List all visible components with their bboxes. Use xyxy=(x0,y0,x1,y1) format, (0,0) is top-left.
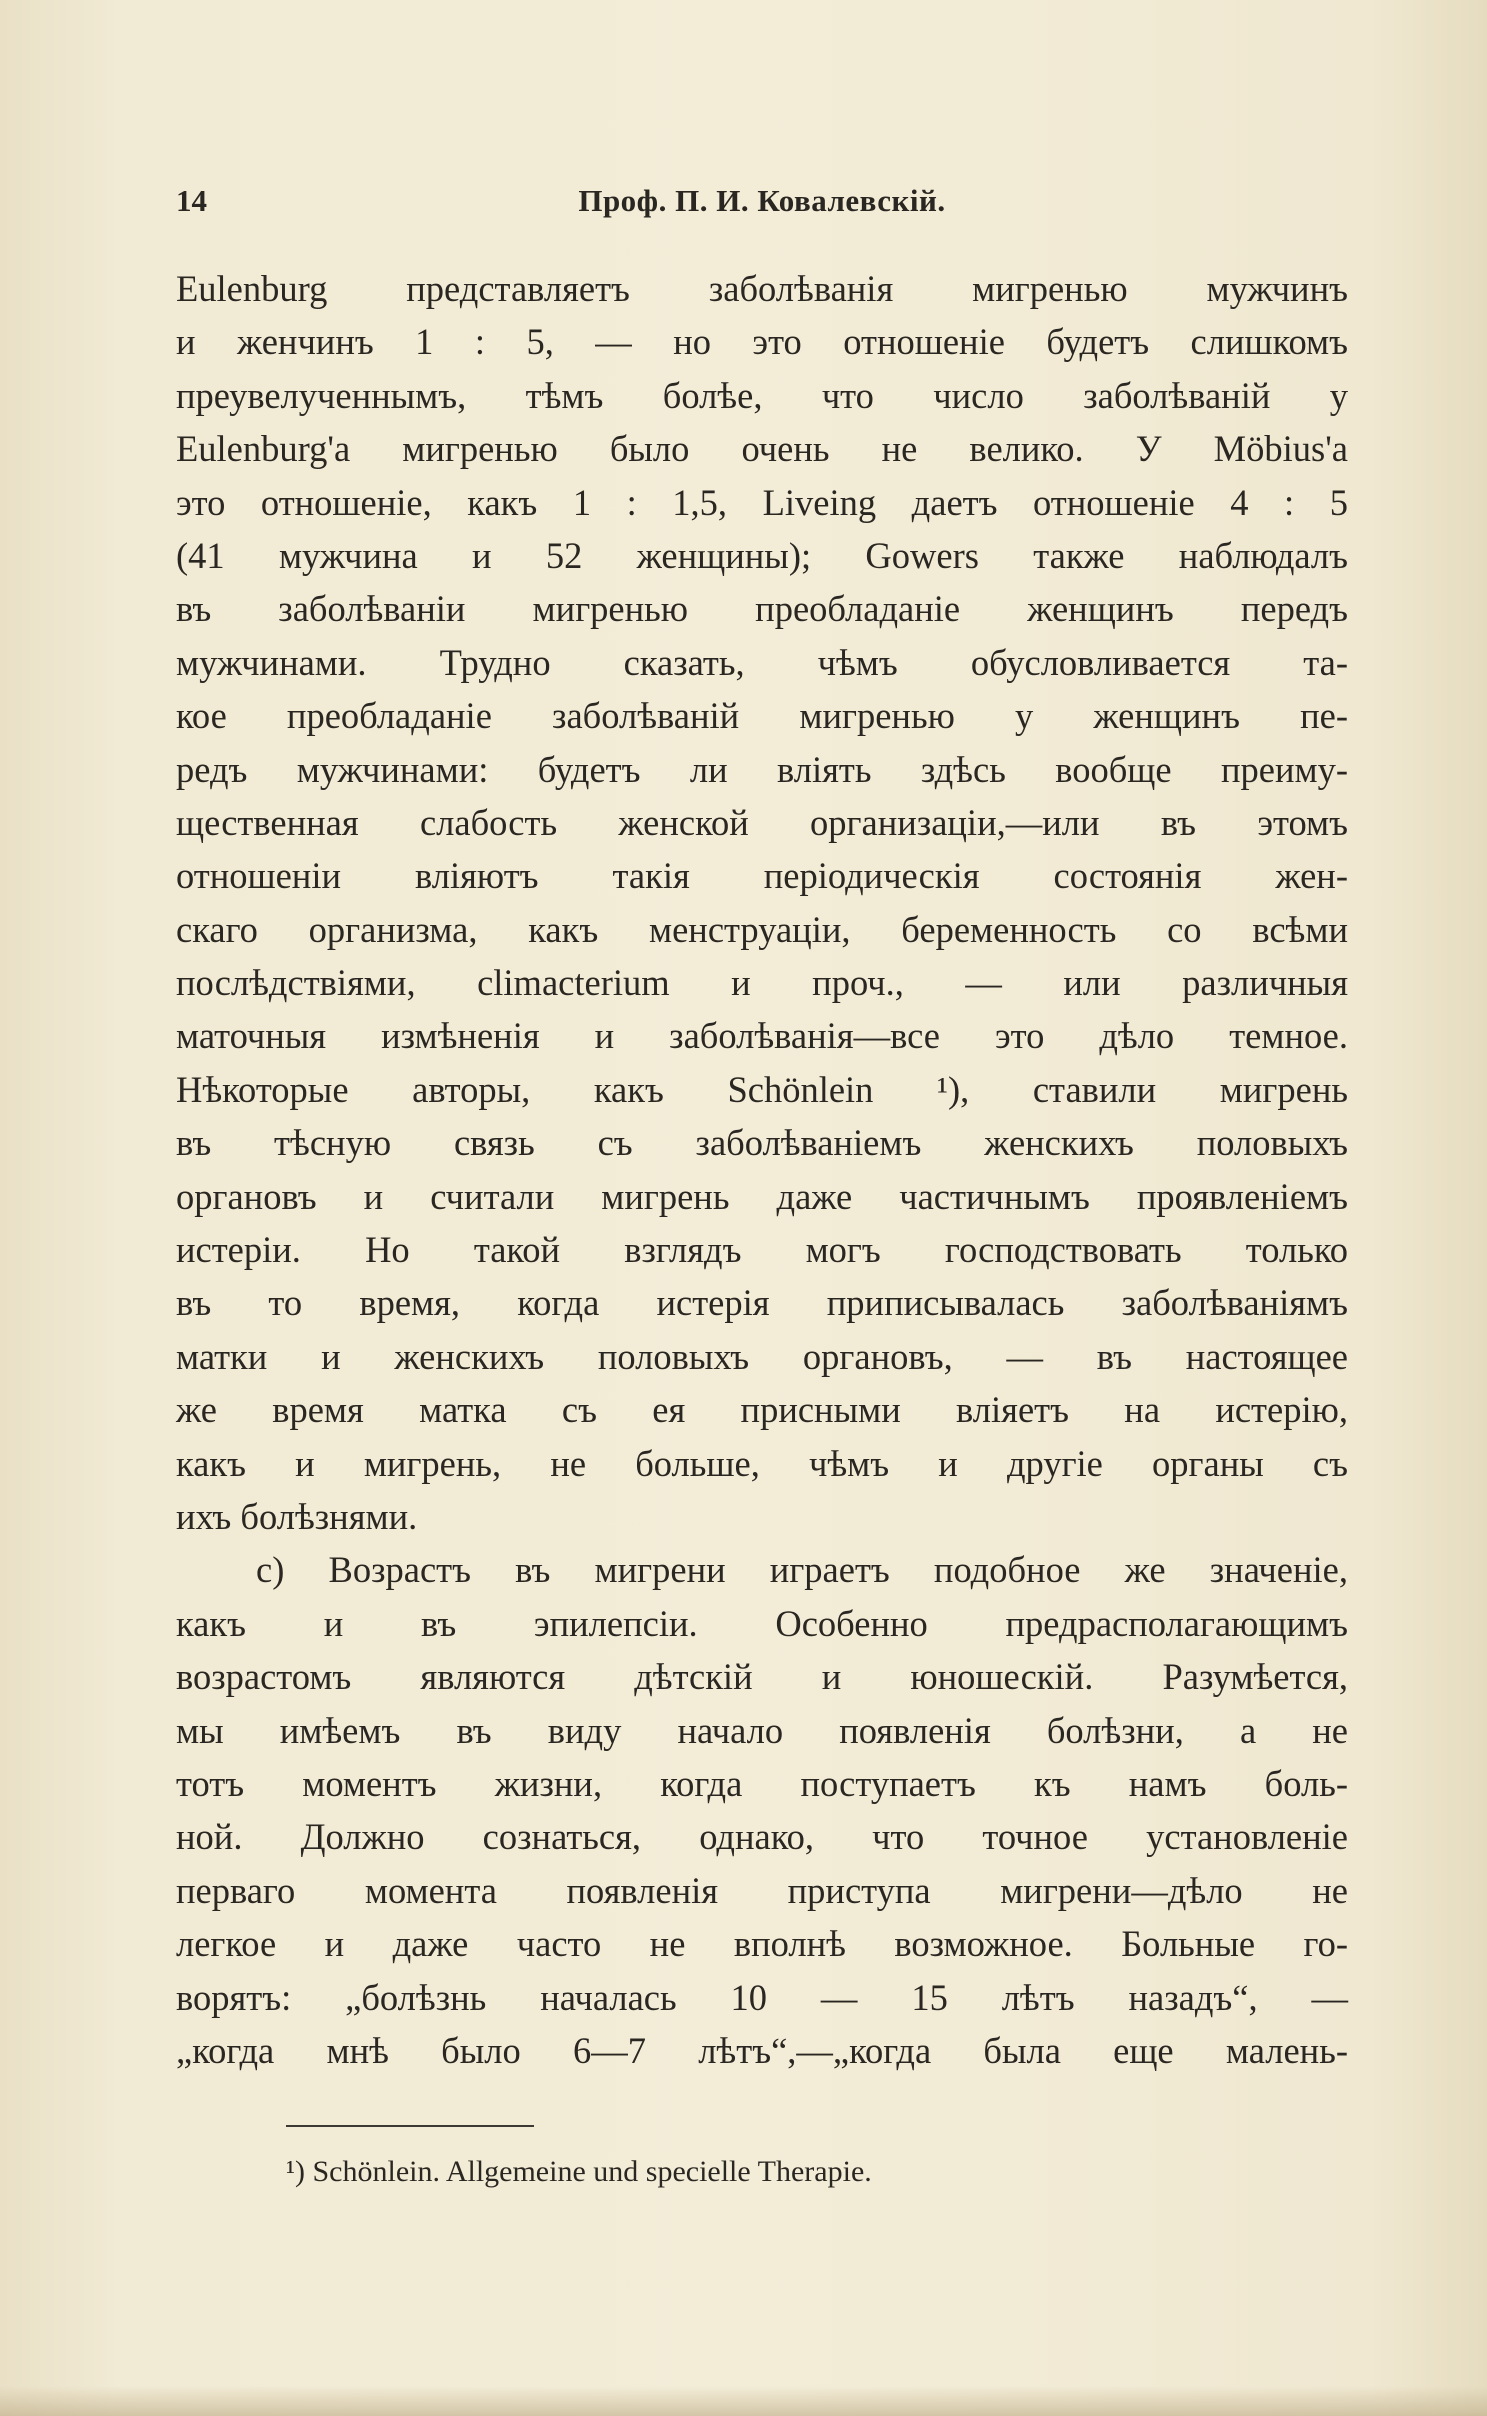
paragraph-start-line: c) Возрастъ въ мигрени играетъ подобное же значеніе, xyxy=(256,1549,1348,1591)
text-line: въ то время, когда истерія приписывалась заболѣваніямъ xyxy=(176,1282,1348,1324)
text-line: матки и женскихъ половыхъ органовъ, — въ настоящее xyxy=(176,1335,1348,1377)
text-line: возрастомъ являются дѣтскій и юношескій. Разумѣется, xyxy=(176,1656,1348,1698)
text-line: легкое и даже часто не вполнѣ возможное. Больные го- xyxy=(176,1923,1348,1965)
text-line: мы имѣемъ въ виду начало появленія болѣзни, а не xyxy=(176,1709,1348,1751)
page-header xyxy=(176,183,1348,233)
text-line: тотъ моментъ жизни, когда поступаетъ къ намъ боль- xyxy=(176,1762,1348,1804)
text-line: органовъ и считали мигрень даже частичнымъ проявленіемъ xyxy=(176,1175,1348,1217)
running-head: Проф. П. И. Ковалевскій. xyxy=(578,183,946,218)
text-line: перваго момента появленія приступа мигрени—дѣло не xyxy=(176,1869,1348,1911)
text-line: истеріи. Но такой взглядъ могъ господствовать только xyxy=(176,1229,1348,1271)
text-line: скаго организма, какъ менструаціи, беременность со всѣми xyxy=(176,908,1348,950)
text-line: мужчинами. Трудно сказать, чѣмъ обусловливается та- xyxy=(176,641,1348,683)
text-line: въ заболѣваніи мигренью преобладаніе женщинъ передъ xyxy=(176,588,1348,630)
text-line: послѣдствіями, climacterium и проч., — или различныя xyxy=(176,962,1348,1004)
text-line: редъ мужчинами: будетъ ли вліять здѣсь вообще преиму- xyxy=(176,748,1348,790)
text-line: маточныя измѣненія и заболѣванія—все это дѣло темное. xyxy=(176,1015,1348,1057)
text-line: Eulenburg'a мигренью было очень не велико. У Möbius'a xyxy=(176,428,1348,470)
paragraph-end-line: ихъ болѣзнями. xyxy=(176,1495,418,1537)
text-line: преувелученнымъ, тѣмъ болѣе, что число заболѣваній у xyxy=(176,374,1348,416)
text-line: ной. Должно сознаться, однако, что точное установленіе xyxy=(176,1816,1348,1858)
text-line: (41 мужчина и 52 женщины); Gowers также наблюдалъ xyxy=(176,534,1348,576)
text-line: Eulenburg представляетъ заболѣванія мигренью мужчинъ xyxy=(176,268,1348,309)
text-line: какъ и въ эпилепсіи. Особенно предрасполагающимъ xyxy=(176,1602,1348,1644)
text-line: Нѣкоторые авторы, какъ Schönlein ¹), ставили мигрень xyxy=(176,1068,1348,1110)
page-number: 14 xyxy=(176,183,207,218)
text-line: ворятъ: „болѣзнь началась 10 — 15 лѣтъ назадъ“, — xyxy=(176,1976,1348,2018)
page-edge-shadow xyxy=(0,2386,1487,2416)
text-line: „когда мнѣ было 6—7 лѣтъ“,—„когда была еще малень- xyxy=(176,2029,1348,2071)
text-line: это отношеніе, какъ 1 : 1,5, Liveing даетъ отношеніе 4 : 5 xyxy=(176,481,1348,523)
body-text xyxy=(176,262,1348,2077)
footnote-divider xyxy=(286,2125,534,2127)
text-line: щественная слабость женской организаціи,—или въ этомъ xyxy=(176,801,1348,843)
text-line: же время матка съ ея присными вліяетъ на истерію, xyxy=(176,1389,1348,1431)
text-line: какъ и мигрень, не больше, чѣмъ и другіе органы съ xyxy=(176,1442,1348,1484)
footnote: ¹) Schönlein. Allgemeine und specielle Therapie. xyxy=(286,2155,872,2188)
text-line: кое преобладаніе заболѣваній мигренью у женщинъ пе- xyxy=(176,695,1348,737)
text-line: въ тѣсную связь съ заболѣваніемъ женскихъ половыхъ xyxy=(176,1122,1348,1164)
text-line: и женчинъ 1 : 5, — но это отношеніе будетъ слишкомъ xyxy=(176,321,1348,363)
text-line: отношеніи вліяютъ такія періодическія состоянія жен- xyxy=(176,855,1348,897)
